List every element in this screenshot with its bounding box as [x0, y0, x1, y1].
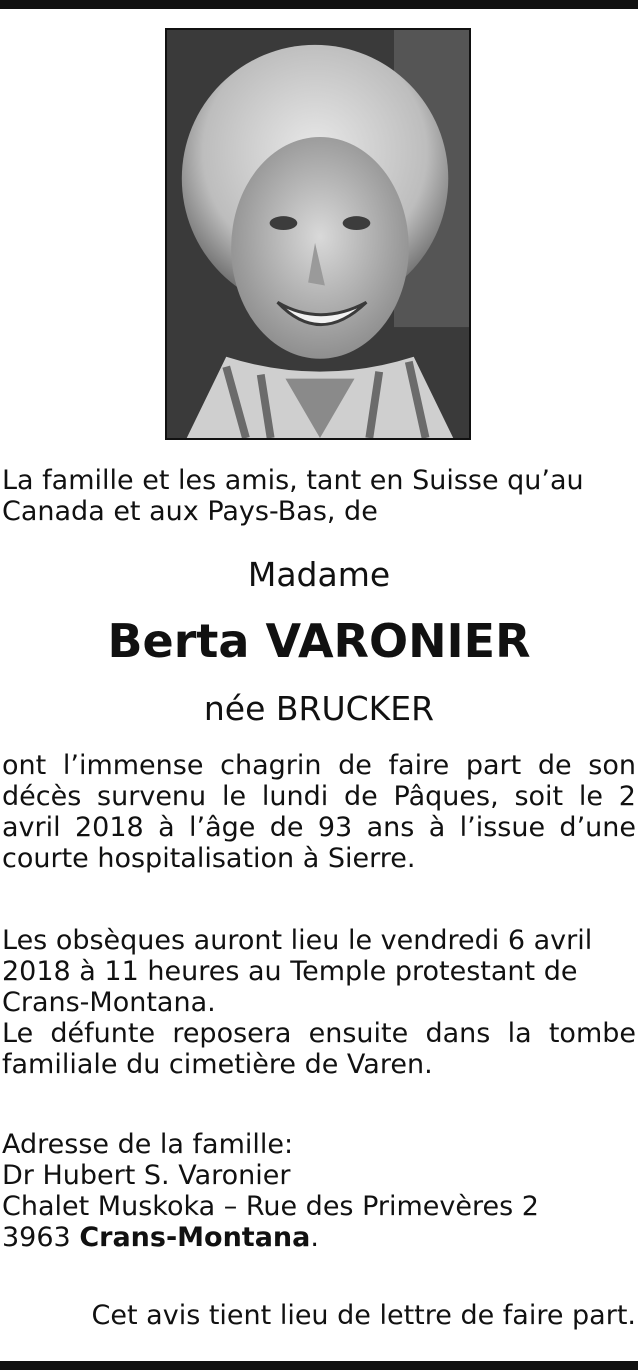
- address-street: Chalet Muskoka – Rue des Primevères 2: [2, 1191, 539, 1222]
- address-city-punct: .: [310, 1222, 319, 1253]
- funeral-line-3: Crans-Montana.: [2, 987, 216, 1018]
- intro-line-2: Canada et aux Pays-Bas, de: [2, 496, 378, 527]
- funeral-paragraph: [2, 925, 636, 1080]
- funeral-line-2: 2018 à 11 heures au Temple protestant de: [2, 956, 578, 987]
- address-label: Adresse de la famille:: [2, 1129, 294, 1160]
- address-locality: [2, 1222, 636, 1253]
- portrait-photo: [165, 28, 471, 440]
- salutation: Madame: [247, 555, 391, 594]
- top-border-rule: [0, 0, 638, 9]
- portrait-image: [167, 30, 469, 438]
- burial-text: Le défunte reposera ensuite dans la tombe familiale du cimetière de Varen.: [2, 1018, 636, 1080]
- funeral-line-1: Les obsèques auront lieu le vendredi 6 avril: [2, 925, 593, 956]
- deceased-name: Berta VARONIER: [107, 614, 531, 668]
- address-name: Dr Hubert S. Varonier: [2, 1160, 291, 1191]
- address-postcode: 3963: [2, 1222, 71, 1253]
- intro-paragraph: [2, 465, 636, 527]
- announcement-paragraph: ont l’immense chagrin de faire part de son décès survenu le lundi de Pâques, soit le 2 avril 2018 à l’âge de 93 ans à l’issue d’une courte hospitalisation à Sierre.: [2, 750, 636, 874]
- family-address: [2, 1129, 636, 1253]
- intro-line-1: La famille et les amis, tant en Suisse qu’au: [2, 465, 584, 496]
- closing-note: Cet avis tient lieu de lettre de faire part.: [91, 1300, 636, 1331]
- address-city: Crans-Montana: [79, 1222, 311, 1253]
- bottom-border-rule: [0, 1361, 638, 1370]
- maiden-name: née BRUCKER: [203, 689, 435, 728]
